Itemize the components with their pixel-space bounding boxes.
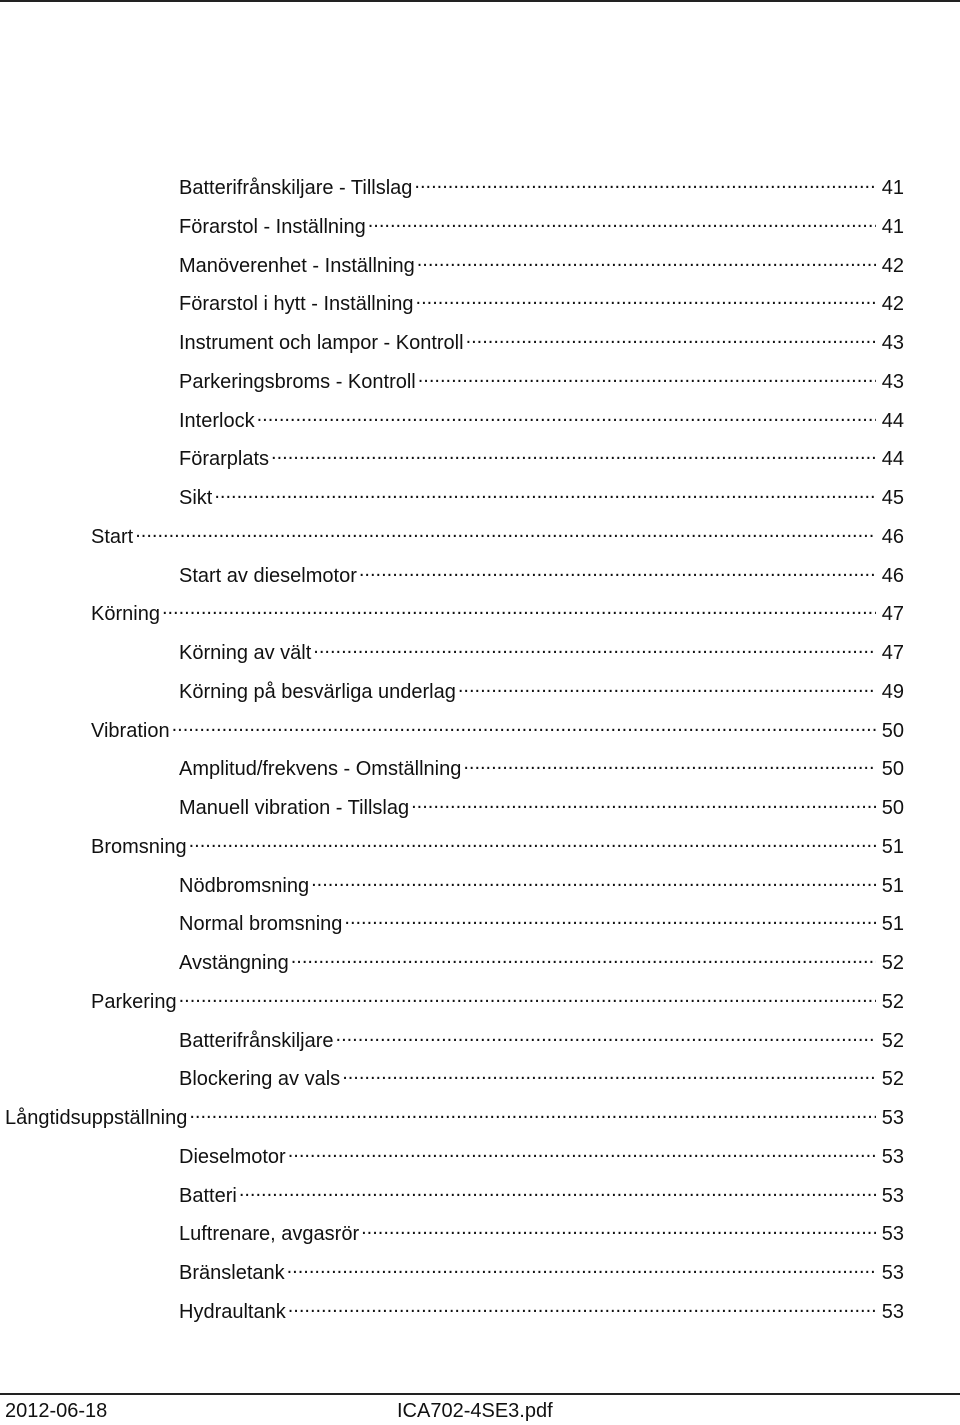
toc-entry[interactable] xyxy=(0,435,960,473)
toc-entry[interactable] xyxy=(0,668,960,706)
toc-entry[interactable] xyxy=(0,474,960,512)
toc-dot-leader xyxy=(179,986,876,1008)
toc-entry-label: Körning av vält xyxy=(179,642,312,664)
toc-dot-leader xyxy=(411,792,876,814)
toc-entry[interactable] xyxy=(0,1172,960,1210)
toc-entry[interactable] xyxy=(0,590,960,628)
toc-entry-label: Sikt xyxy=(179,487,213,509)
toc-entry-page-number: 52 xyxy=(881,1068,904,1091)
toc-entry-label: Manöverenhet - Inställning xyxy=(179,254,415,277)
toc-entry-page-number: 53 xyxy=(881,1107,904,1129)
toc-entry[interactable] xyxy=(0,745,960,783)
toc-entry-label: Förarstol i hytt - Inställning xyxy=(179,293,414,316)
toc-entry-page-number: 47 xyxy=(881,642,904,664)
toc-entry[interactable] xyxy=(0,1055,960,1093)
toc-entry-label: Nödbromsning xyxy=(179,874,310,897)
toc-dot-leader xyxy=(414,172,875,194)
toc-entry[interactable] xyxy=(0,1210,960,1248)
toc-entry-page-number: 53 xyxy=(881,1145,904,1168)
toc-entry-page-number: 45 xyxy=(881,487,904,509)
toc-entry-page-number: 44 xyxy=(881,409,904,432)
toc-entry-page-number: 44 xyxy=(881,448,904,471)
toc-entry-label: Interlock xyxy=(179,409,255,432)
toc-entry-page-number: 50 xyxy=(881,719,904,742)
toc-dot-leader xyxy=(162,598,876,620)
toc-entry-label: Start xyxy=(91,525,134,548)
toc-entry-label: Hydraultank xyxy=(179,1300,286,1323)
toc-entry[interactable] xyxy=(0,862,960,900)
toc-entry[interactable] xyxy=(0,939,960,977)
toc-dot-leader xyxy=(257,405,876,427)
toc-dot-leader xyxy=(214,482,875,504)
toc-dot-leader xyxy=(458,676,876,698)
toc-entry-label: Parkering xyxy=(91,990,177,1013)
toc-entry-label: Dieselmotor xyxy=(179,1145,286,1168)
toc-entry-page-number: 41 xyxy=(881,215,904,238)
toc-dot-leader xyxy=(368,211,876,233)
toc-entry-label: Långtidsuppställning xyxy=(5,1107,188,1129)
toc-entry-label: Körning på besvärliga underlag xyxy=(179,680,456,703)
toc-entry-label: Bränsletank xyxy=(179,1262,285,1284)
toc-entry-page-number: 52 xyxy=(881,990,904,1013)
toc-entry-label: Bromsning xyxy=(91,835,187,858)
page-footer xyxy=(0,1398,960,1424)
toc-entry[interactable] xyxy=(0,242,960,280)
toc-entry-page-number: 46 xyxy=(881,525,904,548)
toc-entry[interactable] xyxy=(0,784,960,822)
toc-dot-leader xyxy=(239,1180,876,1202)
toc-dot-leader xyxy=(342,1063,876,1085)
toc-entry-label: Normal bromsning xyxy=(179,913,343,936)
toc-entry-page-number: 46 xyxy=(881,564,904,587)
toc-entry-label: Manuell vibration - Tillslag xyxy=(179,797,410,819)
toc-dot-leader xyxy=(313,637,875,659)
toc-entry[interactable] xyxy=(0,1017,960,1055)
toc-entry-label: Parkeringsbroms - Kontroll xyxy=(179,370,416,393)
toc-entry[interactable] xyxy=(0,978,960,1016)
toc-entry-page-number: 50 xyxy=(881,797,904,819)
toc-dot-leader xyxy=(416,288,876,310)
toc-entry-label: Batterifrånskiljare xyxy=(179,1029,334,1052)
toc-entry-page-number: 53 xyxy=(881,1262,904,1284)
toc-entry[interactable] xyxy=(0,707,960,745)
toc-dot-leader xyxy=(172,715,876,737)
toc-entry[interactable] xyxy=(0,1133,960,1171)
toc-dot-leader xyxy=(287,1257,876,1279)
toc-entry[interactable] xyxy=(0,280,960,318)
toc-dot-leader xyxy=(463,753,875,775)
toc-dot-leader xyxy=(189,831,876,853)
toc-entry-page-number: 43 xyxy=(881,370,904,393)
toc-dot-leader xyxy=(417,250,876,272)
toc-entry-page-number: 53 xyxy=(881,1184,904,1207)
toc-entry-label: Förarstol - Inställning xyxy=(179,215,366,238)
toc-entry[interactable] xyxy=(0,1288,960,1326)
toc-entry-label: Körning xyxy=(91,603,160,626)
toc-entry-label: Start av dieselmotor xyxy=(179,564,357,587)
toc-entry-label: Amplitud/frekvens - Omställning xyxy=(179,758,462,781)
toc-entry-page-number: 53 xyxy=(881,1223,904,1246)
toc-entry-label: Luftrenare, avgasrör xyxy=(179,1223,360,1246)
toc-entry-page-number: 52 xyxy=(881,952,904,974)
footer-rule xyxy=(0,1393,960,1395)
toc-entry[interactable] xyxy=(0,900,960,938)
toc-entry-label: Vibration xyxy=(91,719,170,742)
toc-dot-leader xyxy=(361,1218,876,1240)
toc-dot-leader xyxy=(271,443,876,465)
toc-entry-label: Blockering av vals xyxy=(179,1068,341,1091)
toc-entry[interactable] xyxy=(0,552,960,590)
toc-entry-page-number: 52 xyxy=(881,1029,904,1052)
toc-entry[interactable] xyxy=(0,203,960,241)
toc-entry-page-number: 47 xyxy=(881,603,904,626)
toc-dot-leader xyxy=(466,327,876,349)
toc-entry-page-number: 53 xyxy=(881,1300,904,1323)
toc-entry[interactable] xyxy=(0,1094,960,1132)
toc-entry-page-number: 50 xyxy=(881,758,904,781)
toc-dot-leader xyxy=(189,1102,875,1124)
toc-entry-label: Avstängning xyxy=(179,952,289,974)
toc-dot-leader xyxy=(288,1296,876,1318)
toc-entry[interactable] xyxy=(0,513,960,551)
toc-entry-page-number: 41 xyxy=(881,177,904,199)
toc-entry-page-number: 42 xyxy=(881,254,904,277)
toc-entry-label: Förarplats xyxy=(179,448,270,471)
toc-entry[interactable] xyxy=(0,358,960,396)
toc-dot-leader xyxy=(135,521,876,543)
toc-dot-leader xyxy=(418,366,876,388)
toc-entry[interactable] xyxy=(0,164,960,202)
toc-dot-leader xyxy=(311,870,876,892)
toc-entry[interactable] xyxy=(0,319,960,357)
toc-entry-page-number: 51 xyxy=(881,835,904,858)
top-rule xyxy=(0,0,960,2)
footer-date: 2012-06-18 xyxy=(5,1400,108,1422)
toc-entry-label: Instrument och lampor - Kontroll xyxy=(179,332,464,354)
toc-entry-page-number: 43 xyxy=(881,332,904,354)
toc-entry-label: Batteri xyxy=(179,1184,237,1207)
toc-entry-page-number: 51 xyxy=(881,913,904,936)
toc-entry-page-number: 49 xyxy=(881,680,904,703)
toc-entry[interactable] xyxy=(0,629,960,667)
toc-entry-page-number: 51 xyxy=(881,874,904,897)
toc-dot-leader xyxy=(359,560,876,582)
toc-entry[interactable] xyxy=(0,1249,960,1287)
toc-entry-label: Batterifrånskiljare - Tillslag xyxy=(179,177,413,199)
toc-entry-page-number: 42 xyxy=(881,293,904,316)
toc-dot-leader xyxy=(291,947,876,969)
toc-dot-leader xyxy=(344,908,875,930)
toc-entry[interactable] xyxy=(0,397,960,435)
footer-filename: ICA702-4SE3.pdf xyxy=(397,1400,553,1422)
toc-dot-leader xyxy=(288,1141,876,1163)
toc-entry[interactable] xyxy=(0,823,960,861)
toc-dot-leader xyxy=(336,1025,876,1047)
